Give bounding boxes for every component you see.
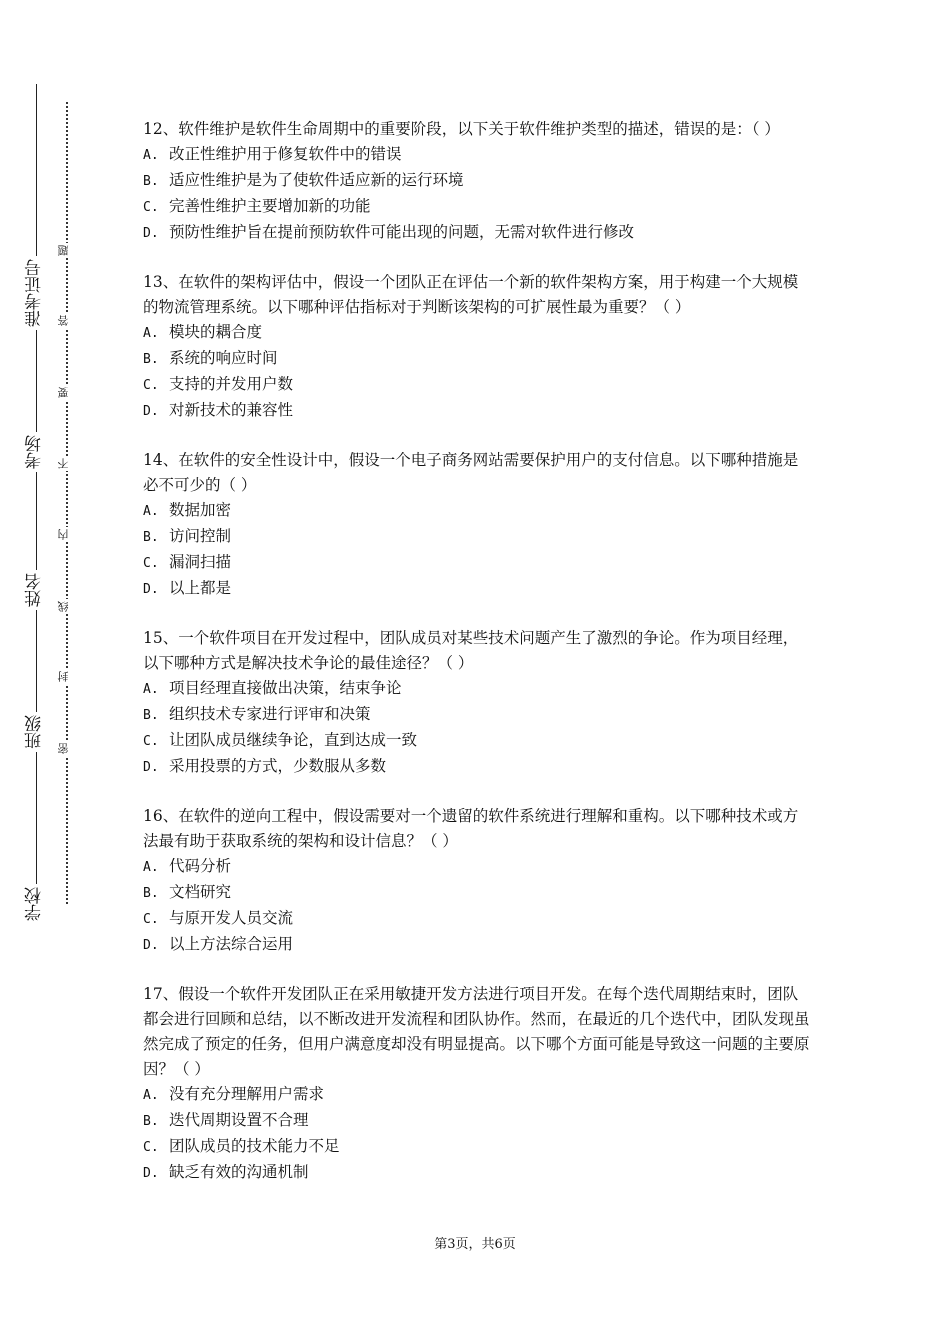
seal-char: 封	[58, 669, 74, 684]
question-17	[143, 982, 811, 1186]
option-letter: C.	[143, 912, 159, 927]
option-list	[143, 142, 811, 246]
option-text: 缺乏有效的沟通机制	[169, 1163, 309, 1181]
option-text: 预防性维护旨在提前预防软件可能出现的问题，无需对软件进行修改	[169, 223, 635, 241]
option-text: 访问控制	[169, 527, 232, 545]
question-stem: 12、软件维护是软件生命周期中的重要阶段，以下关于软件维护类型的描述，错误的是：（ ）	[143, 120, 780, 138]
option-letter: B.	[143, 1114, 159, 1129]
option-list	[143, 854, 811, 958]
question-13	[143, 270, 811, 424]
option-c	[143, 906, 811, 932]
binding-margin	[0, 0, 120, 1344]
option-d	[143, 220, 811, 246]
option-letter: C.	[143, 734, 159, 749]
option-c	[143, 372, 811, 398]
option-d	[143, 1160, 811, 1186]
option-text: 与原开发人员交流	[169, 909, 294, 927]
seal-char: 要	[58, 385, 74, 400]
option-b	[143, 524, 811, 550]
option-b	[143, 168, 811, 194]
option-letter: D.	[143, 1166, 159, 1181]
option-text: 完善性维护主要增加新的功能	[169, 197, 371, 215]
option-letter: A.	[143, 860, 159, 875]
field-name-label: 姓名	[26, 570, 46, 610]
option-letter: A.	[143, 682, 159, 697]
question-list	[143, 117, 811, 1210]
option-list	[143, 676, 811, 780]
option-text: 模块的耦合度	[169, 323, 263, 341]
option-letter: D.	[143, 226, 159, 241]
seal-char: 题	[58, 243, 74, 258]
option-letter: B.	[143, 174, 159, 189]
option-text: 项目经理直接做出决策，结束争论	[169, 679, 402, 697]
option-letter: C.	[143, 378, 159, 393]
option-list	[143, 320, 811, 424]
option-a	[143, 498, 811, 524]
option-letter: C.	[143, 200, 159, 215]
option-text: 以上都是	[169, 579, 232, 597]
field-class-label: 班级	[26, 712, 46, 752]
option-a	[143, 320, 811, 346]
option-text: 让团队成员继续争论，直到达成一致	[169, 731, 418, 749]
binding-dotted-line	[66, 102, 68, 904]
option-d	[143, 932, 811, 958]
option-d	[143, 398, 811, 424]
option-b	[143, 880, 811, 906]
option-a	[143, 1082, 811, 1108]
option-text: 团队成员的技术能力不足	[169, 1137, 340, 1155]
option-text: 代码分析	[169, 857, 232, 875]
field-exam-room-label: 考场	[26, 432, 46, 472]
option-d	[143, 576, 811, 602]
option-text: 文档研究	[169, 883, 232, 901]
option-letter: C.	[143, 1140, 159, 1155]
question-12	[143, 117, 811, 246]
option-text: 对新技术的兼容性	[169, 401, 294, 419]
page-number: 第3页，共6页	[434, 1237, 516, 1252]
option-list	[143, 498, 811, 602]
option-c	[143, 1134, 811, 1160]
option-text: 迭代周期设置不合理	[169, 1111, 309, 1129]
option-letter: C.	[143, 556, 159, 571]
option-a	[143, 854, 811, 880]
option-list	[143, 1082, 811, 1186]
field-school-label: 学校	[26, 884, 46, 924]
option-text: 采用投票的方式，少数服从多数	[169, 757, 387, 775]
option-letter: B.	[143, 530, 159, 545]
option-text: 支持的并发用户数	[169, 375, 294, 393]
question-15	[143, 626, 811, 780]
seal-char: 答	[58, 313, 74, 328]
option-letter: A.	[143, 504, 159, 519]
seal-char: 密	[58, 741, 74, 756]
question-stem: 14、在软件的安全性设计中，假设一个电子商务网站需要保护用户的支付信息。以下哪种措施是必不可少的（ ）	[143, 451, 799, 494]
option-text: 适应性维护是为了使软件适应新的运行环境	[169, 171, 464, 189]
option-b	[143, 702, 811, 728]
option-text: 系统的响应时间	[169, 349, 278, 367]
option-text: 以上方法综合运用	[169, 935, 294, 953]
option-letter: B.	[143, 352, 159, 367]
option-d	[143, 754, 811, 780]
question-stem: 17、假设一个软件开发团队正在采用敏捷开发方法进行项目开发。在每个迭代周期结束时，团队都会进行回顾和总结，以不断改进开发流程和团队协作。然而，在最近的几个迭代中，团队发现虽然完成了预定的任务，但用户满意度却没有明显提高。以下哪个方面可能是导致这一问题的主要原因？（ ）	[143, 985, 810, 1078]
question-stem: 15、一个软件项目在开发过程中，团队成员对某些技术问题产生了激烈的争论。作为项目经理，以下哪种方式是解决技术争论的最佳途径？（ ）	[143, 629, 799, 672]
option-a	[143, 676, 811, 702]
option-letter: A.	[143, 326, 159, 341]
option-a	[143, 142, 811, 168]
option-letter: A.	[143, 1088, 159, 1103]
option-letter: D.	[143, 938, 159, 953]
seal-char: 不	[58, 456, 74, 471]
question-16	[143, 804, 811, 958]
option-c	[143, 728, 811, 754]
option-b	[143, 1108, 811, 1134]
binding-solid-line	[36, 84, 37, 914]
option-text: 改正性维护用于修复软件中的错误	[169, 145, 402, 163]
option-c	[143, 194, 811, 220]
option-letter: B.	[143, 886, 159, 901]
option-c	[143, 550, 811, 576]
field-exam-number-label: 准考证号	[26, 256, 46, 330]
seal-char: 线	[58, 599, 74, 614]
question-stem: 16、在软件的逆向工程中，假设需要对一个遗留的软件系统进行理解和重构。以下哪种技术或方法最有助于获取系统的架构和设计信息？（ ）	[143, 807, 799, 850]
option-text: 组织技术专家进行评审和决策	[169, 705, 371, 723]
option-letter: D.	[143, 404, 159, 419]
option-letter: B.	[143, 708, 159, 723]
option-letter: D.	[143, 582, 159, 597]
seal-char: 内	[58, 527, 74, 542]
question-stem: 13、在软件的架构评估中，假设一个团队正在评估一个新的软件架构方案，用于构建一个大规模的物流管理系统。以下哪种评估指标对于判断该架构的可扩展性最为重要？（ ）	[143, 273, 799, 316]
option-letter: D.	[143, 760, 159, 775]
option-b	[143, 346, 811, 372]
option-text: 漏洞扫描	[169, 553, 232, 571]
option-text: 数据加密	[169, 501, 232, 519]
option-text: 没有充分理解用户需求	[169, 1085, 325, 1103]
question-14	[143, 448, 811, 602]
option-letter: A.	[143, 148, 159, 163]
